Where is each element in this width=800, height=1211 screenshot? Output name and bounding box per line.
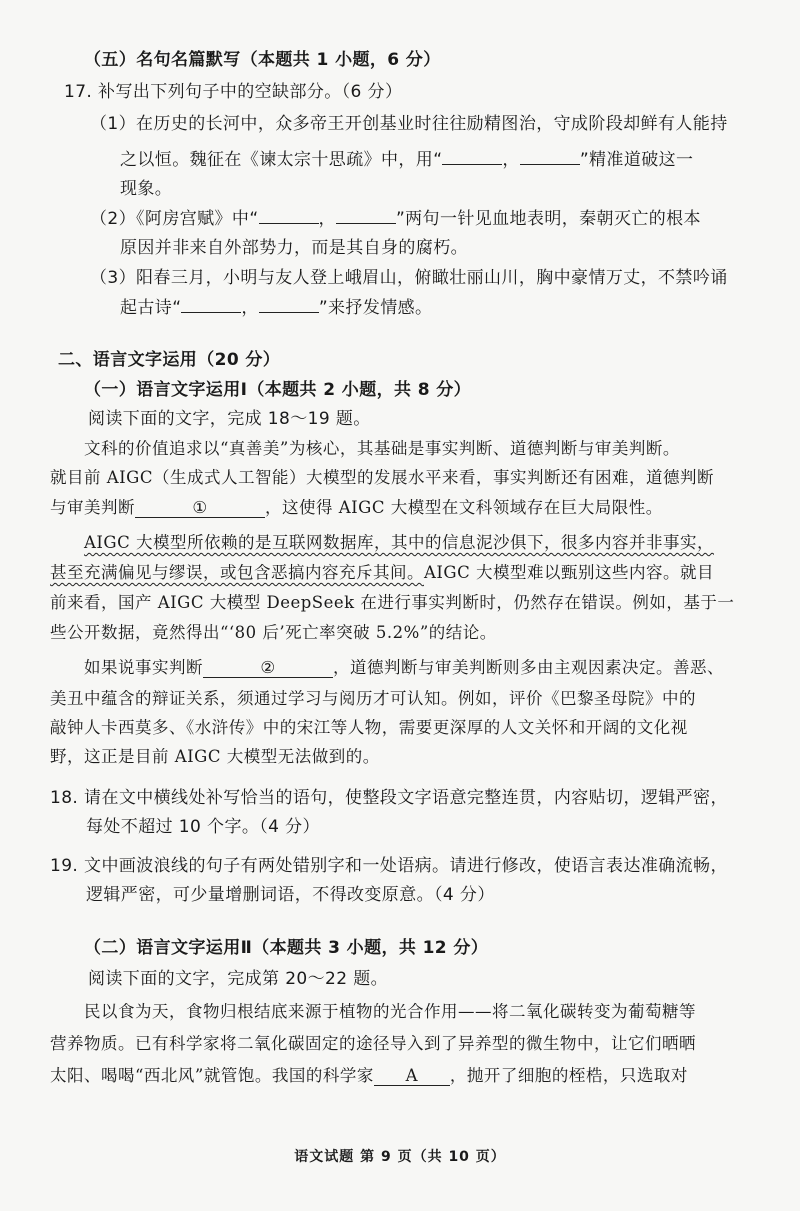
comma: ，	[241, 298, 259, 318]
q17-1-text-after: ”精准道破这一	[579, 150, 694, 170]
q17-1-line3: 现象。	[120, 179, 173, 199]
reading-instruction-1: 阅读下面的文字，完成 18～19 题。	[88, 409, 371, 429]
answer-blank-a[interactable]: A	[374, 1067, 450, 1086]
answer-blank[interactable]	[259, 223, 319, 224]
passage-line: 就目前 AIGC（生成式人工智能）大模型的发展水平来看，事实判断还有困难，道德判断	[50, 468, 714, 487]
section-five-heading: （五）名句名篇默写（本题共 1 小题，6 分）	[84, 50, 441, 70]
passage-line: 敲钟人卡西莫多、《水浒传》中的宋江等人物，需要更深厚的人文关怀和开阔的文化视	[50, 718, 688, 737]
passage-line: 文科的价值追求以“真善美”为核心，其基础是事实判断、道德判断与审美判断。	[84, 439, 680, 458]
question-18: 18. 请在文中横线处补写恰当的语句，使整段文字语意完整连贯，内容贴切，逻辑严密，	[50, 788, 728, 808]
q17-3-text-before: 起古诗“	[120, 298, 182, 318]
passage-line: 营养物质。已有科学家将二氧化碳固定的途径导入到了异养型的微生物中，让它们晒晒	[50, 1034, 696, 1053]
answer-blank-2[interactable]: ②	[203, 659, 333, 678]
wavy-underlined-sentence: AIGC 大模型所依赖的是互联网数据库，其中的信息泥沙俱下，很多内容并非事实，	[84, 533, 714, 552]
passage-line: 前来看，国产 AIGC 大模型 DeepSeek 在进行事实判断时，仍然存在错误。例如，基于一	[50, 593, 735, 612]
answer-blank[interactable]	[520, 164, 580, 165]
question-18-cont: 每处不超过 10 个字。（4 分）	[86, 817, 320, 837]
page-footer: 语文试题 第 9 页（共 10 页）	[294, 1149, 506, 1165]
question-17-stem: 17. 补写出下列句子中的空缺部分。（6 分）	[64, 82, 403, 102]
answer-blank[interactable]	[442, 164, 502, 165]
q17-2-line2: 原因并非来自外部势力，而是其自身的腐朽。	[120, 238, 468, 258]
q17-1-line2	[120, 148, 693, 172]
comma: ，	[502, 150, 520, 170]
reading-instruction-2: 阅读下面的文字，完成第 20～22 题。	[88, 969, 389, 989]
passage-text: ，道德判断与审美判断则多由主观因素决定。善恶、	[333, 658, 724, 677]
passage-line	[50, 496, 663, 520]
q17-2-text-before: （2）《阿房宫赋》中“	[90, 209, 259, 229]
passage-text: 太阳、喝喝“西北风”就管饱。我国的科学家	[50, 1066, 374, 1085]
passage-line: 野，这正是目前 AIGC 大模型无法做到的。	[50, 747, 380, 766]
q17-3-line2	[120, 296, 432, 320]
answer-blank[interactable]	[259, 312, 319, 313]
q17-3-text-after: ”来抒发情感。	[318, 298, 433, 318]
passage-text: AIGC 大模型难以甄别这些内容。就目	[424, 563, 714, 582]
passage-line: 美丑中蕴含的辩证关系，须通过学习与阅历才可认知。例如，评价《巴黎圣母院》中的	[50, 689, 696, 708]
answer-blank-1[interactable]: ①	[135, 499, 265, 518]
comma: ，	[318, 209, 336, 229]
question-19-cont: 逻辑严密，可少量增删词语，不得改变原意。（4 分）	[86, 885, 495, 905]
passage-line	[50, 561, 714, 585]
passage-text: ，抛开了细胞的桎梏，只选取对	[449, 1066, 688, 1085]
q17-1-text-before: 之以恒。魏征在《谏太宗十思疏》中，用“	[120, 150, 443, 170]
passage-line	[84, 531, 714, 555]
passage-line	[50, 1064, 688, 1088]
answer-blank[interactable]	[181, 312, 241, 313]
q17-2-line1	[90, 207, 701, 231]
part-two-heading: 二、语言文字运用（20 分）	[58, 350, 281, 370]
sub-section-two-heading: （二）语言文字运用Ⅱ（本题共 3 小题，共 12 分）	[84, 938, 489, 958]
passage-line	[84, 656, 724, 680]
sub-section-one-heading: （一）语言文字运用Ⅰ（本题共 2 小题，共 8 分）	[84, 380, 472, 400]
answer-blank[interactable]	[336, 223, 396, 224]
q17-1-line1: （1）在历史的长河中，众多帝王开创基业时往往励精图治，守成阶段却鲜有人能持	[90, 114, 728, 134]
passage-text: 与审美判断	[50, 498, 135, 517]
q17-2-text-after: ”两句一针见血地表明，秦朝灭亡的根本	[395, 209, 701, 229]
passage-line: 民以食为天，食物归根结底来源于植物的光合作用——将二氧化碳转变为葡萄糖等	[84, 1002, 696, 1021]
q17-3-line1: （3）阳春三月，小明与友人登上峨眉山，俯瞰壮丽山川，胸中豪情万丈，不禁吟诵	[90, 268, 728, 288]
question-19: 19. 文中画波浪线的句子有两处错别字和一处语病。请进行修改，使语言表达准确流畅，	[50, 856, 728, 876]
wavy-underlined-sentence: 甚至充满偏见与缪误，或包含恶搞内容充斥其间。	[50, 563, 424, 582]
passage-text: ，这使得 AIGC 大模型在文科领域存在巨大局限性。	[265, 498, 663, 517]
passage-text: 如果说事实判断	[84, 658, 203, 677]
passage-line: 些公开数据，竟然得出“‘80 后’死亡率突破 5.2%”的结论。	[50, 623, 497, 642]
